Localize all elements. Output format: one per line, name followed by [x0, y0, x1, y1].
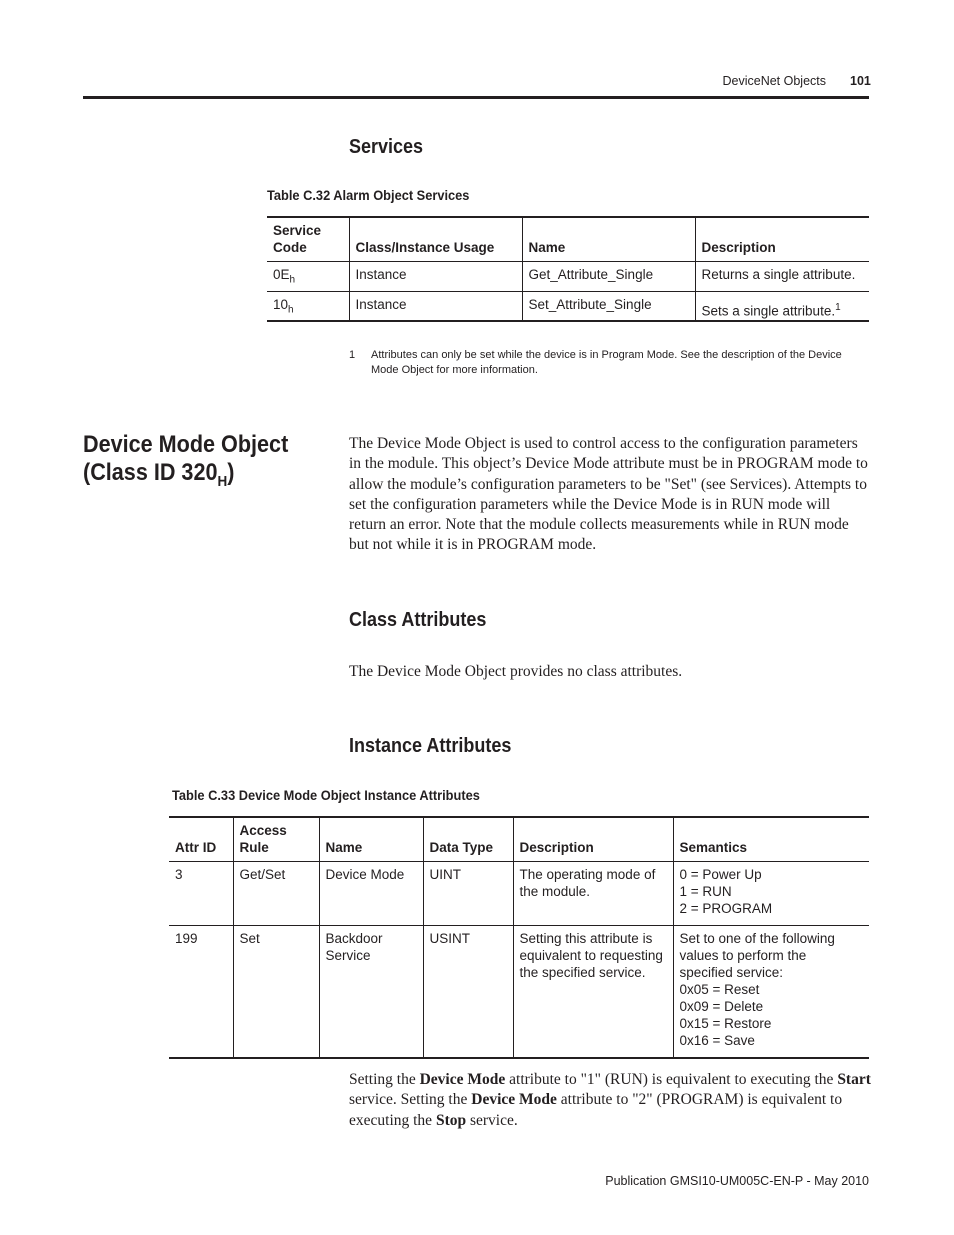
access-rule-cell: Get/Set: [233, 861, 319, 925]
semantics-line: 0x15 = Restore: [679, 1015, 772, 1031]
name-cell: Device Mode: [319, 861, 423, 925]
usage-cell: Instance: [349, 291, 522, 321]
table-row: [169, 861, 869, 925]
intro-paragraph: The Device Mode Object is used to control access to the configuration parameters in the module. This object’s Device Mode attribute must be in PROGRAM mode to allow the module’s configuration parameters to be "Set" (see Services). Attempts to set the configuration parameters while the Device Mode is in RUN mode will return an error. Note that the module collects measurements while in RUN mode but not while it is in PROGRAM mode.: [349, 435, 868, 554]
attr-id-cell: 199: [175, 930, 198, 946]
semantics-line: Set to one of the following values to perform the specified service:: [679, 930, 835, 980]
column-header: Description: [695, 217, 869, 261]
column-header: Attr ID: [175, 839, 217, 855]
description-cell: The operating mode of the module.: [513, 861, 673, 925]
column-header: Service Code: [273, 222, 322, 255]
description-cell: Sets a single attribute.$^1$: [695, 291, 869, 321]
semantics-line: 0x05 = Reset: [679, 981, 760, 997]
service-code-cell: $0E_h$: [273, 266, 296, 286]
description-cell: Setting this attribute is equivalent to requesting the specified service.: [513, 925, 673, 1058]
services-heading: Services: [349, 136, 424, 158]
attr-id-cell: 3: [175, 866, 183, 882]
data-type-cell: USINT: [423, 925, 513, 1058]
table-row: [267, 291, 869, 321]
column-header: Data Type: [423, 817, 513, 861]
table-row: [169, 925, 869, 1058]
column-header: Class/Instance Usage: [349, 217, 522, 261]
alarm-services-table: [267, 216, 869, 322]
section-title: [83, 431, 288, 496]
column-header: Access Rule: [233, 817, 319, 861]
closing-paragraph: Setting the Device Mode attribute to "1" (RUN) is equivalent to executing the Start service. Setting the Device Mode attribute to "2" (PROGRAM) is equivalent to executing the Stop service.: [349, 1071, 871, 1129]
semantics-cell: [673, 925, 869, 1058]
name-cell: Get_Attribute_Single: [522, 261, 695, 291]
publication-footer: Publication GMSI10-UM005C-EN-P - May 2010: [605, 1174, 869, 1188]
section-title-line1: Device Mode Object: [83, 431, 289, 458]
semantics-line: 0x16 = Save: [679, 1032, 755, 1048]
semantics-line: 1 = RUN: [679, 883, 732, 899]
semantics-line: 0x09 = Delete: [679, 998, 764, 1014]
class-attributes-text: The Device Mode Object provides no class attributes.: [349, 663, 683, 680]
column-header: Name: [319, 817, 423, 861]
page-number: 101: [850, 74, 871, 88]
table-c32-caption: Table C.32 Alarm Object Services: [267, 188, 470, 203]
class-attributes-heading: Class Attributes: [349, 609, 487, 631]
table-c33-caption: Table C.33 Device Mode Object Instance Attributes: [172, 788, 480, 803]
description-cell: Returns a single attribute.: [695, 261, 869, 291]
name-cell: Set_Attribute_Single: [522, 291, 695, 321]
column-header: Name: [522, 217, 695, 261]
service-code-cell: $10_h$: [273, 296, 294, 316]
semantics-line: 0 = Power Up: [679, 866, 762, 882]
column-header: Description: [513, 817, 673, 861]
table-row: [267, 261, 869, 291]
instance-attributes-heading: Instance Attributes: [349, 735, 512, 757]
access-rule-cell: Set: [233, 925, 319, 1058]
data-type-cell: UINT: [423, 861, 513, 925]
footnote-number: 1: [349, 349, 356, 361]
header-rule: [83, 96, 869, 99]
footnote-text: Attributes can only be set while the device is in Program Mode. See the description of the Device Mode Object for more information.: [371, 349, 842, 376]
column-header: Semantics: [673, 817, 869, 861]
section-title-line2: (Class ID $320_H$): [83, 459, 235, 490]
running-header-section: DeviceNet Objects: [722, 74, 826, 88]
instance-attributes-table: [169, 816, 869, 1059]
footnote-ref: 1: [835, 301, 841, 313]
usage-cell: Instance: [349, 261, 522, 291]
footnote: [349, 348, 869, 378]
semantics-cell: [673, 861, 869, 925]
semantics-line: 2 = PROGRAM: [679, 900, 773, 916]
name-cell: Backdoor Service: [319, 925, 423, 1058]
